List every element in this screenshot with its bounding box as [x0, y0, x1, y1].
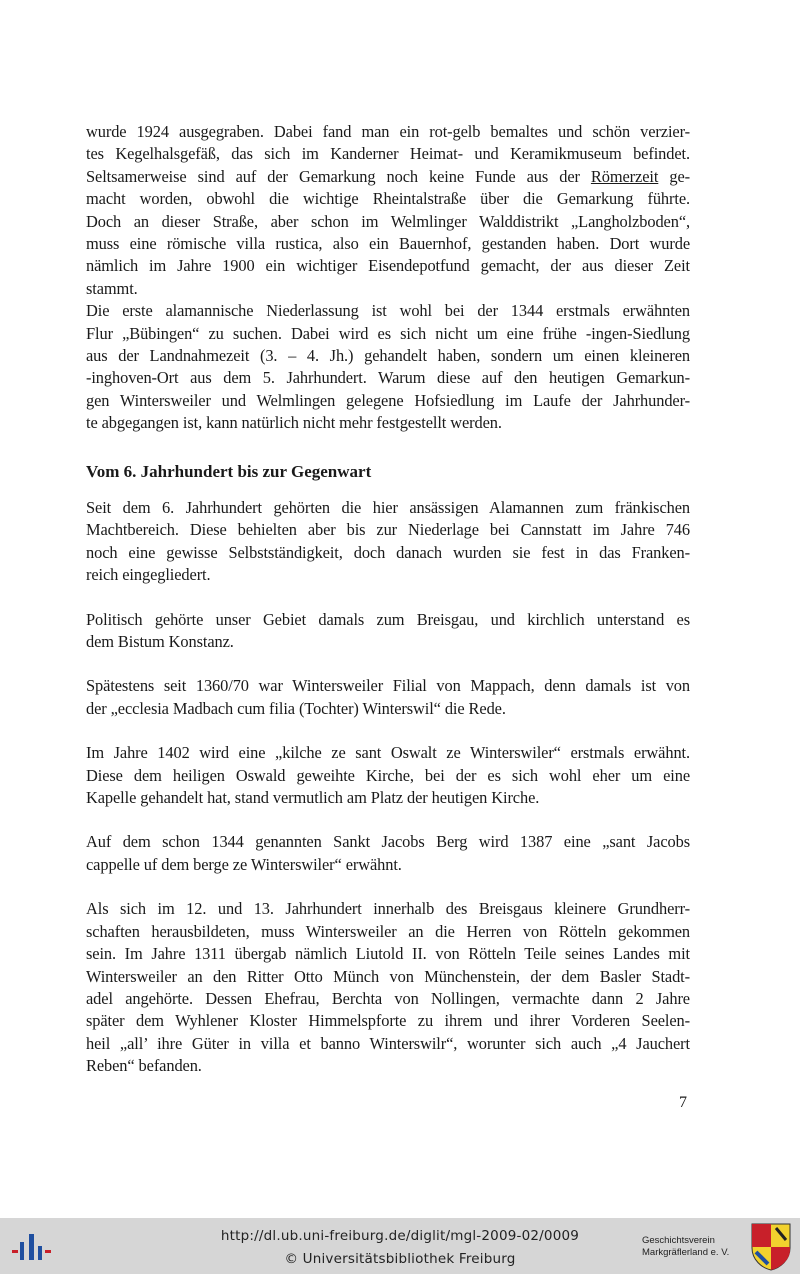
text-line: cappelle uf dem berge ze Winterswiler“ erwähnt.	[86, 854, 402, 874]
text-line: Flur „Bübingen“ zu suchen. Dabei wird es sich nicht um eine frühe -ingen-Siedlung	[86, 323, 690, 343]
text-line: Seit dem 6. Jahrhundert gehörten die hier ansässigen Alamannen zum fränkischen	[86, 498, 690, 517]
text-segment: ge-	[658, 166, 690, 186]
text-line: Reben“ befanden.	[86, 1056, 202, 1076]
paragraph	[86, 497, 690, 587]
text-line: reich eingegliedert.	[86, 565, 211, 585]
society-line-1: Geschichtsverein	[642, 1235, 715, 1246]
paragraph	[86, 609, 690, 654]
copyright-text: © Universitätsbibliothek Freiburg	[284, 1251, 516, 1267]
text-line: Machtbereich. Diese behielten aber bis zur Niederlage bei Cannstatt im Jahre 746	[86, 520, 690, 540]
text-line: te abgegangen ist, kann natürlich nicht mehr festgestellt werden.	[86, 413, 502, 433]
text-line: muss eine römische villa rustica, also ein Bauernhof, gestanden haben. Dort wurde	[86, 234, 690, 254]
text-line: sein. Im Jahre 1311 übergab nämlich Liutold II. von Rötteln Teile seines Landes mit	[86, 944, 690, 964]
text-line: heil „all’ ihre Güter in villa et banno Winterswilr“, worunter sich auch „4 Jauchert	[86, 1033, 690, 1053]
paragraph	[86, 675, 690, 720]
society-line-2: Markgräflerland e. V.	[642, 1247, 730, 1258]
text-line: Wintersweiler an den Ritter Otto Münch von Münchenstein, der dem Basler Stadt-	[86, 966, 690, 986]
text-line: nämlich im Jahre 1900 ein wichtiger Eisendepotfund gemacht, der aus dieser Zeit	[86, 256, 690, 276]
text-line: Spätestens seit 1360/70 war Wintersweiler Filial von Mappach, denn damals ist von	[86, 676, 690, 696]
page-number: 7	[679, 1094, 687, 1111]
paragraph	[86, 742, 690, 809]
paragraph	[86, 898, 690, 1077]
text-segment: Seltsamerweise sind auf der Gemarkung noch keine Funde aus der	[86, 166, 591, 186]
text-line: später dem Wyhlener Kloster Himmelspforte zu ihrem und ihrer Vorderen Seelen-	[86, 1011, 690, 1031]
permalink-url[interactable]: http://dl.ub.uni-freiburg.de/diglit/mgl-2009-02/0009	[220, 1228, 580, 1244]
intro-paragraph-1	[86, 121, 690, 435]
text-line: tes Kegelhalsgefäß, das sich im Kanderner Heimat- und Keramikmuseum befindet.	[86, 144, 690, 164]
text-line: stammt.	[86, 278, 138, 298]
footer-bar	[0, 1218, 800, 1274]
text-line	[86, 166, 690, 188]
roemerzeit-link[interactable]: Römerzeit	[590, 166, 659, 186]
text-line: dem Bistum Konstanz.	[86, 632, 234, 652]
text-line: adel angehörte. Dessen Ehefrau, Berchta von Nollingen, vermachte dann 2 Jahre	[86, 988, 690, 1008]
text-line: aus der Landnahmezeit (3. – 4. Jh.) gehandelt haben, sondern um einen kleineren	[86, 346, 690, 366]
text-line: gen Wintersweiler und Welmlingen gelegene Hofsiedlung im Laufe der Jahrhunder-	[86, 390, 690, 410]
section-heading: Vom 6. Jahrhundert bis zur Gegenwart	[86, 462, 372, 481]
coat-of-arms-icon	[750, 1222, 792, 1272]
text-line: der „ecclesia Madbach cum filia (Tochter) Winterswil“ die Rede.	[86, 698, 506, 718]
paragraph	[86, 831, 690, 876]
text-line: macht worden, obwohl die wichtige Rheintalstraße über die Gemarkung führte.	[86, 189, 690, 209]
section-body	[86, 497, 690, 1078]
text-line: Doch an dieser Straße, aber schon im Welmlinger Walddistrikt „Langholzboden“,	[86, 211, 690, 231]
text-line: Kapelle gehandelt hat, stand vermutlich am Platz der heutigen Kirche.	[86, 788, 540, 808]
text-line: Im Jahre 1402 wird eine „kilche ze sant Oswalt ze Winterswiler“ erstmals erwähnt.	[86, 743, 690, 763]
text-line: Als sich im 12. und 13. Jahrhundert innerhalb des Breisgaus kleinere Grundherr-	[86, 899, 690, 919]
text-line: noch eine gewisse Selbstständigkeit, doch danach wurden sie fest in das Franken-	[86, 542, 690, 562]
text-line: Die erste alamannische Niederlassung ist wohl bei der 1344 erstmals erwähnten	[86, 301, 690, 321]
text-line: Diese dem heiligen Oswald geweihte Kirche, bei der es sich wohl eher um eine	[86, 765, 690, 785]
text-line: Politisch gehörte unser Gebiet damals zum Breisgau, und kirchlich unterstand es	[86, 609, 690, 629]
text-line: Auf dem schon 1344 genannten Sankt Jacobs Berg wird 1387 eine „sant Jacobs	[86, 832, 690, 852]
society-name	[642, 1235, 729, 1259]
text-line: schaften herausbildeten, muss Wintersweiler an die Herren von Rötteln gekommen	[86, 921, 690, 941]
text-line: -inghoven-Ort aus dem 5. Jahrhundert. Warum diese auf den heutigen Gemarkun-	[86, 368, 690, 388]
text-line: wurde 1924 ausgegraben. Dabei fand man ein rot-gelb bemaltes und schön verzier-	[86, 122, 690, 141]
